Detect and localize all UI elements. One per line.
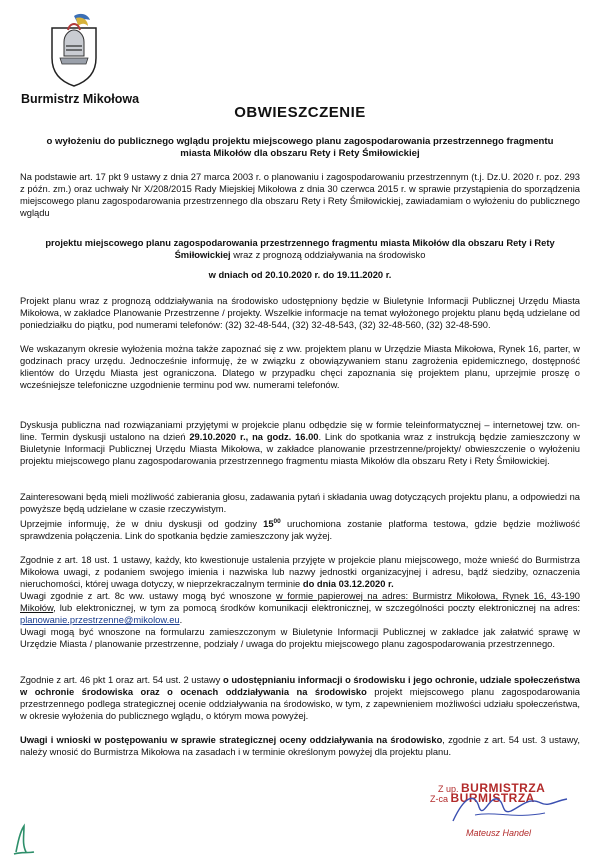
participation-paragraph: Zainteresowani będą mieli możliwość zabierania głosu, zadawania pytań i składania uwag dotyczących projektu planu, a odpowiedzi na powyższe będą udzielane w czasie rzeczywistym. — [20, 492, 580, 514]
remarks-text: Zgodnie z art. 18 ust. 1 ustawy, każdy, kto kwestionuje ustalenia przyjęte w projekcie planu miejscowego, może wnieść do Burmistrza Mikołowa uwagi, z podaniem swojego imienia i nazwiska lub nazwy jednostki organizacyjnej i adresu, bądź siedziby, oznaczenia nieruchomości, której uwaga dotyczy, w nieprzekraczalnym terminie — [20, 555, 580, 589]
environment-remarks-heading: Uwagi i wnioski w postępowaniu w sprawie strategicznej oceny oddziaływania na środowisko — [20, 735, 443, 745]
handwritten-signature-icon — [445, 785, 575, 833]
environment-remarks-paragraph — [20, 735, 580, 759]
remarks-form-paragraph: Uwagi mogą być wnoszone na formularzu zamieszczonym w Biuletynie Informacji Publicznej w zakładce jak załatwić sprawę w Urzędzie Miasta / planowanie przestrzenne, podziały / uwaga do projektu miejscowego planu zagospodarowania przestrzennego. — [20, 627, 580, 649]
issuer-name: Burmistrz Mikołowa — [21, 92, 140, 106]
stamp-line-1: Z up. BURMISTRZA — [438, 781, 546, 795]
project-name — [40, 238, 560, 262]
handwritten-mark-icon — [10, 822, 38, 856]
stamp-name: Mateusz Handel — [466, 828, 532, 838]
discussion-date: 29.10.2020 r., na godz. 16.00 — [189, 431, 319, 442]
test-platform-minutes: 00 — [273, 518, 281, 525]
environment-text-2: projekt miejscowego planu zagospodarowania przestrzennego podlega strategicznej ocenie oddziaływania na środowisko, w tym, z zapewnieniem możliwości udziału społeczeństwa, w okresie wyłożenia do publicznego wglądu, o którym mowa powyżej. — [20, 686, 580, 721]
environment-act: o udostępnianiu informacji o środowisku i jego ochronie, udziale społeczeństwa w ochronie środowiska oraz o ocenach oddziaływania na środowisko — [20, 675, 580, 697]
test-platform-paragraph — [20, 516, 580, 543]
document-subtitle: o wyłożeniu do publicznego wglądu projektu miejscowego planu zagospodarowania przestrzennego fragmentu miasta Mikołów dla obszaru Rety i Rety Śmiłowickiej — [46, 136, 554, 160]
environment-text: Zgodnie z art. 46 pkt 1 oraz art. 54 ust. 2 ustawy — [20, 675, 223, 685]
discussion-paragraph — [20, 420, 580, 468]
intro-paragraph: Na podstawie art. 17 pkt 9 ustawy z dnia 27 marca 2003 r. o planowaniu i zagospodarowaniu przestrzennym (t.j. Dz.U. 2020 r. poz. 293 z późn. zm.) oraz uchwały Nr X/208/2015 Rady Miejskiej Mikołowa z dnia 30 czerwca 2015 r. w sprawie przystąpienia do sporządzenia miejscowego planu zagospodarowania przestrzennego dla obszaru Rety i Rety Śmiłowickiej, zawiadamiam o wyłożeniu do publicznego wglądu — [20, 172, 580, 218]
project-name-bold: projektu miejscowego planu zagospodarowania przestrzennego fragmentu miasta Mikołów dla obszaru Rety i Rety Śmiłowickiej — [45, 238, 555, 260]
test-platform-text-2: uruchomiona zostanie platforma testowa, gdzie będzie możliwość sprawdzenia połączenia. Link do spotkania będzie zamieszczony jak wyżej. — [20, 519, 581, 542]
remarks-paragraph — [20, 555, 580, 591]
office-visit-paragraph: We wskazanym okresie wyłożenia można także zapoznać się z ww. projektem planu w Urzędzie Miasta Mikołowa, Rynek 16, parter, w godzinach pracy urzędu. Jednocześnie informuję, że w związku z obowiązywaniem stanu zagrożenia epidemicznego, dostępność klientów do Urzędu Miasta jest ograniczona. Dlatego w przypadku chęci zapoznania się projektem planu, uprzejmie proszę o wcześniejsze telefoniczne uzgodnienie terminu pod ww. numerami telefonów. — [20, 344, 580, 390]
environment-remarks-text: , zgodnie z art. 54 ust. 3 ustawy, należy wnosić do Burmistrza Mikołowa na zasadach i w terminie określonym powyżej dla projektu planu. — [20, 735, 580, 757]
environment-paragraph — [20, 675, 580, 723]
submission-text: Uwagi zgodnie z art. 8c ww. ustawy mogą być wnoszone — [20, 591, 277, 601]
email-link[interactable]: planowanie.przestrzenne@mikolow.eu — [20, 614, 180, 625]
plan-access-paragraph: Projekt planu wraz z prognozą oddziaływania na środowisko udostępniony będzie w Biuletynie Informacji Publicznej Urzędu Miasta Mikołowa, w zakładce Planowanie Przestrzenne / projekty. Wszelkie informacje na temat wyłożonego projektu planu będą udzielane od poniedziałku do piątku, pod numerami telefonów: (32) 32-48-544, (32) 32-48-543, (32) 32-48-560, (32) 32-48-590. — [20, 296, 580, 330]
coat-of-arms-icon — [44, 12, 104, 88]
test-platform-text: Uprzejmie informuję, że w dniu dyskusji od godziny — [20, 519, 264, 530]
remarks-deadline: do dnia 03.12.2020 r. — [302, 578, 394, 589]
paper-address: w formie papierowej na adres: Burmistrz Mikołowa, Rynek 16, 43-190 Mikołów — [20, 591, 581, 613]
submission-text-end: . — [179, 614, 183, 625]
display-dates: w dniach od 20.10.2020 r. do 19.11.2020 r. — [208, 270, 392, 280]
discussion-text: Dyskusja publiczna nad rozwiązaniami przyjętymi w projekcie planu odbędzie się w formie teleinformatycznej – internetowej tzw. on- line. Termin dyskusji ustalono na dzień — [20, 420, 580, 442]
project-name-rest: wraz z prognozą oddziaływania na środowisko — [230, 249, 426, 260]
document-title: OBWIESZCZENIE — [234, 104, 366, 121]
stamp-line-2: Z-ca BURMISTRZA — [430, 791, 535, 805]
submission-text-2: , lub elektronicznej, w tym za pomocą środków komunikacji elektronicznej, w szczególności poczty elektronicznej na adres: — [53, 602, 580, 613]
remarks-submission-paragraph — [20, 591, 580, 627]
discussion-link-text: . Link do spotkania wraz z instrukcją będzie zamieszczony w Biuletynie Informacji Publicznej Urzędu Miasta Mikołowa, w zakładce planowanie przestrzenne/projekty/ obwieszczenie o wyłożeniu projektu miejscowego planu zagospodarowania przestrzennego fragmentu miasta Mikołów dla obszaru Rety i Rety Śmiłowickiej. — [20, 431, 580, 466]
test-platform-hour: 15 — [263, 519, 274, 530]
